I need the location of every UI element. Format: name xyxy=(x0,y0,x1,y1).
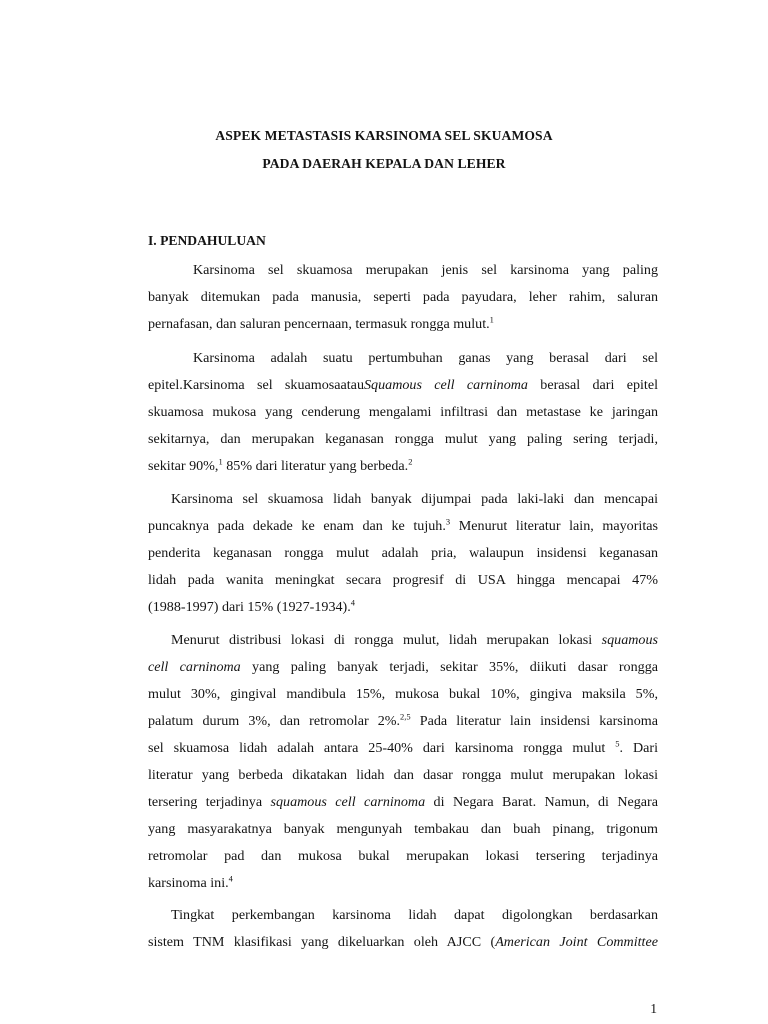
paragraph-4-line-4: palatum durum 3%, dan retromolar 2%.$^{2,5}$ Pada literatur lain insidensi karsinoma xyxy=(148,711,658,729)
citation: 1 xyxy=(489,314,494,325)
paragraph-2-line-1: Karsinoma adalah suatu pertumbuhan ganas yang berasal dari sel xyxy=(193,350,658,366)
paragraph-4-line-1: Menurut distribusi lokasi di rongga mulut, lidah merupakan lokasi squamous xyxy=(171,632,658,648)
paragraph-4-line-8: yang masyarakatnya banyak mengunyah tembakau dan buah pinang, trigonum xyxy=(148,821,658,837)
citation: 5 xyxy=(615,738,620,749)
paragraph-1-line-2: banyak ditemukan pada manusia, seperti pada payudara, leher rahim, saluran xyxy=(148,289,658,305)
paragraph-4-line-2: cell carninoma yang paling banyak terjadi, sekitar 35%, diikuti dasar rongga xyxy=(148,659,659,675)
section-heading: I. PENDAHULUAN xyxy=(148,233,266,248)
paragraph-5 xyxy=(148,902,658,956)
page-number: 1 xyxy=(650,1001,657,1016)
paragraph-3-line-1: Karsinoma sel skuamosa lidah banyak dijumpai pada laki-laki dan mencapai xyxy=(171,491,658,507)
paragraph-3-line-2: puncaknya pada dekade ke enam dan ke tujuh.$^3$ Menurut literatur lain, mayoritas xyxy=(148,516,658,534)
paragraph-1-line-3: pernafasan, dan saluran pencernaan, termasuk rongga mulut.$^1$ xyxy=(148,314,494,332)
italic-term: squamous xyxy=(601,632,658,648)
paragraph-1 xyxy=(148,257,658,338)
paragraph-5-line-1: Tingkat perkembangan karsinoma lidah dapat digolongkan berdasarkan xyxy=(171,907,658,923)
citation: 1 xyxy=(218,456,223,467)
paragraph-3-line-5: (1988-1997) dari 15% (1927-1934).$^4$ xyxy=(148,597,355,615)
citation: 3 xyxy=(445,516,451,527)
paragraph-4-line-9: retromolar pad dan mukosa bukal merupakan lokasi tersering terjadinya xyxy=(148,848,658,864)
paragraph-3 xyxy=(148,486,658,621)
paragraph-4-line-7: tersering terjadinya squamous cell carninoma di Negara Barat. Namun, di Negara xyxy=(148,794,659,810)
paragraph-5-line-2: sistem TNM klasifikasi yang dikeluarkan oleh AJCC (American Joint Committee xyxy=(148,934,658,950)
citation: 4 xyxy=(228,873,233,884)
paragraph-4-line-3: mulut 30%, gingival mandibula 15%, mukosa bukal 10%, gingiva maksila 5%, xyxy=(148,686,658,702)
paragraph-2 xyxy=(148,345,658,480)
paragraph-3-line-3: penderita keganasan rongga mulut adalah pria, walaupun insidensi keganasan xyxy=(148,545,658,561)
italic-term: Squamous cell carninoma xyxy=(364,377,528,393)
title-line-1: ASPEK METASTASIS KARSINOMA SEL SKUAMOSA xyxy=(215,128,553,143)
paragraph-4-line-10: karsinoma ini.$^4$ xyxy=(148,873,233,891)
italic-term: cell carninoma xyxy=(148,659,241,675)
paragraph-1-line-1: Karsinoma sel skuamosa merupakan jenis sel karsinoma yang paling xyxy=(193,262,658,278)
italic-term: American Joint Committee xyxy=(495,934,658,950)
paragraph-4 xyxy=(148,627,658,897)
citation: 2 xyxy=(408,456,413,467)
paragraph-2-line-2: epitel.Karsinoma sel skuamosaatauSquamous cell carninoma berasal dari epitel xyxy=(148,377,658,393)
citation: 2,5 xyxy=(400,711,411,722)
paragraph-4-line-5: sel skuamosa lidah adalah antara 25-40% dari karsinoma rongga mulut $^5$. Dari xyxy=(148,738,659,756)
italic-term: squamous cell carninoma xyxy=(270,794,426,810)
paragraph-2-line-5: sekitar 90%,$^1$ 85% dari literatur yang berbeda.$^2$ xyxy=(148,456,413,474)
paragraph-2-line-3: skuamosa mukosa yang cenderung mengalami infiltrasi dan metastase ke jaringan xyxy=(148,404,658,420)
title-line-2: PADA DAERAH KEPALA DAN LEHER xyxy=(262,156,506,171)
citation: 4 xyxy=(350,597,355,608)
paragraph-3-line-4: lidah pada wanita meningkat secara progresif di USA hingga mencapai 47% xyxy=(148,572,658,588)
paragraph-4-line-6: literatur yang berbeda dikatakan lidah dan dasar rongga mulut merupakan lokasi xyxy=(148,767,658,783)
paragraph-2-line-4: sekitarnya, dan merupakan keganasan rongga mulut yang paling sering terjadi, xyxy=(148,431,658,447)
